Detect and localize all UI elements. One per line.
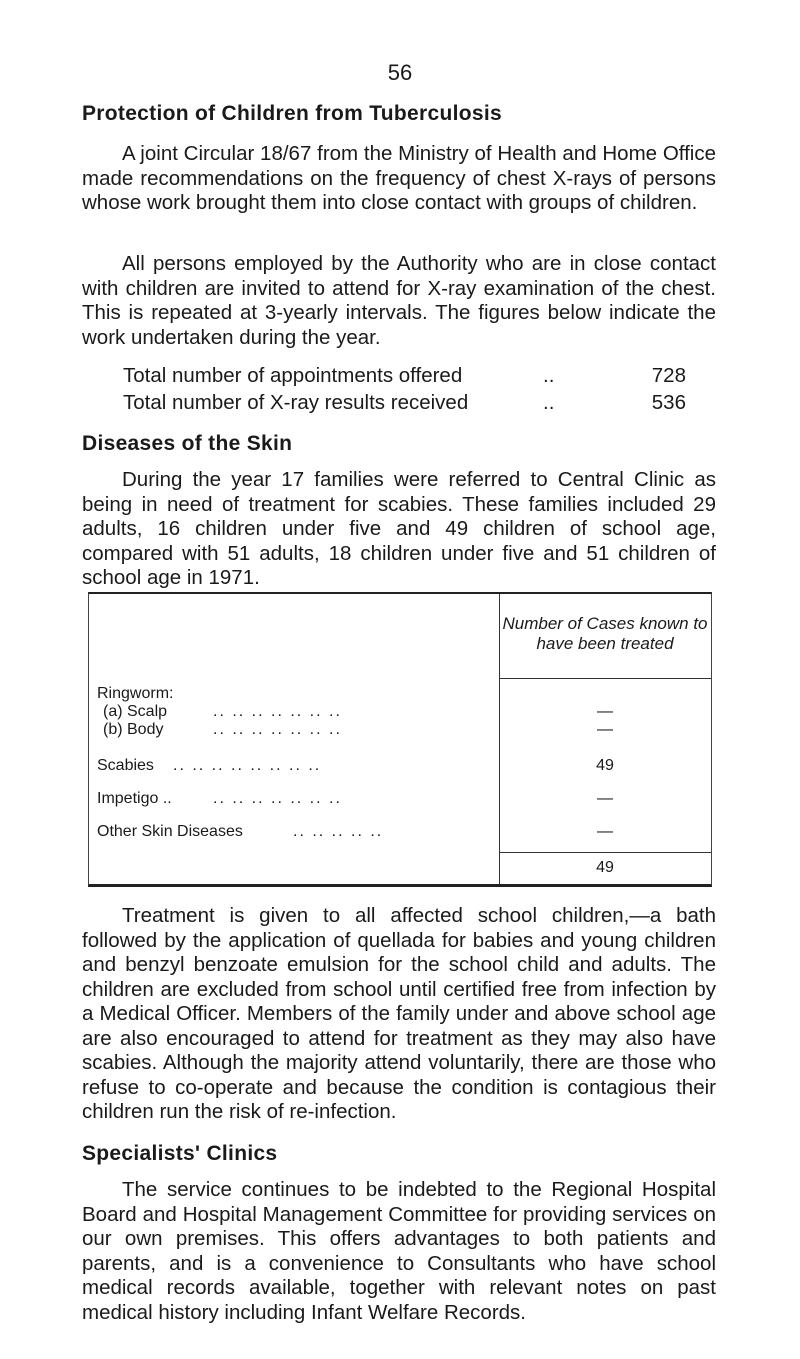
section-heading-skin: Diseases of the Skin bbox=[82, 432, 293, 455]
stat-value: 536 bbox=[651, 391, 686, 414]
section-heading-tuberculosis: Protection of Children from Tuberculosis bbox=[82, 102, 502, 125]
table-row-dots: .. .. .. .. .. .. .. bbox=[213, 790, 342, 807]
stat-row bbox=[123, 364, 716, 388]
table-row-label: (a) Scalp bbox=[103, 703, 168, 720]
table-row-dots: .. .. .. .. .. .. .. bbox=[213, 703, 342, 720]
section-heading-specialists: Specialists' Clinics bbox=[82, 1142, 278, 1165]
table-row-label: Ringworm: bbox=[97, 685, 174, 702]
table-row-dots: .. .. .. .. .. .. .. bbox=[213, 721, 342, 738]
table-row-label: Scabies bbox=[97, 757, 154, 774]
table-row-value: — bbox=[597, 790, 613, 807]
stat-label: Total number of appointments offered bbox=[123, 364, 463, 387]
page-number: 56 bbox=[387, 60, 413, 85]
table-header-rule bbox=[499, 678, 711, 679]
paragraph: During the year 17 families were referred to Central Clinic as being in need of treatment for scabies. These families included 29 adults, 16 children under five and 49 children of school age, compared with 51 adults, 18 children under five and 51 children of school age in 1971. bbox=[82, 468, 716, 589]
table-row-dots: .. .. .. .. .. .. .. .. bbox=[173, 757, 322, 774]
paragraph: All persons employed by the Authority who are in close contact with children are invited to attend for X-ray examination of the chest. This is repeated at 3-yearly intervals. The figures below indicate the work undertaken during the year. bbox=[82, 252, 716, 349]
paragraph: A joint Circular 18/67 from the Ministry of Health and Home Office made recommendations on the frequency of chest X-rays of persons whose work brought them into close contact with groups of children. bbox=[82, 142, 716, 214]
table-row-label: Other Skin Diseases bbox=[97, 823, 243, 840]
paragraph: The service continues to be indebted to the Regional Hospital Board and Hospital Management Committee for providing services on our own premises. This offers advantages to both patients and parents, and is a convenience to Consultants who have school medical records available, together with relevant notes on past medical history including Infant Welfare Records. bbox=[82, 1178, 716, 1324]
table-row-value: 49 bbox=[596, 757, 614, 774]
table-total-rule bbox=[499, 852, 711, 853]
table-column-header: Number of Cases known to have been treated bbox=[502, 614, 708, 653]
stat-label: Total number of X-ray results received bbox=[123, 391, 469, 414]
stat-dots: .. bbox=[543, 391, 555, 414]
stat-row bbox=[123, 391, 716, 415]
table-row-label: (b) Body bbox=[103, 721, 164, 738]
table-row-dots: .. .. .. .. .. bbox=[293, 823, 384, 840]
table-row-value: — bbox=[597, 823, 613, 840]
stat-value: 728 bbox=[651, 364, 686, 387]
table-row-value: — bbox=[597, 703, 613, 720]
table-total-value: 49 bbox=[596, 859, 614, 876]
table-row-label: Impetigo .. bbox=[97, 790, 172, 807]
paragraph: Treatment is given to all affected school children,—a bath followed by the application of quellada for babies and young children and benzyl benzoate emulsion for the school child and adults. The children are excluded from school until certified free from infection by a Medical Officer. Members of the family under and above school age are also encouraged to attend for treatment as they may also have scabies. Although the majority attend voluntarily, there are those who refuse to co-operate and because the condition is contagious their children run the risk of re-infection. bbox=[82, 904, 716, 1123]
stat-dots: .. bbox=[543, 364, 555, 387]
skin-diseases-table bbox=[88, 592, 712, 887]
table-row-value: — bbox=[597, 721, 613, 738]
